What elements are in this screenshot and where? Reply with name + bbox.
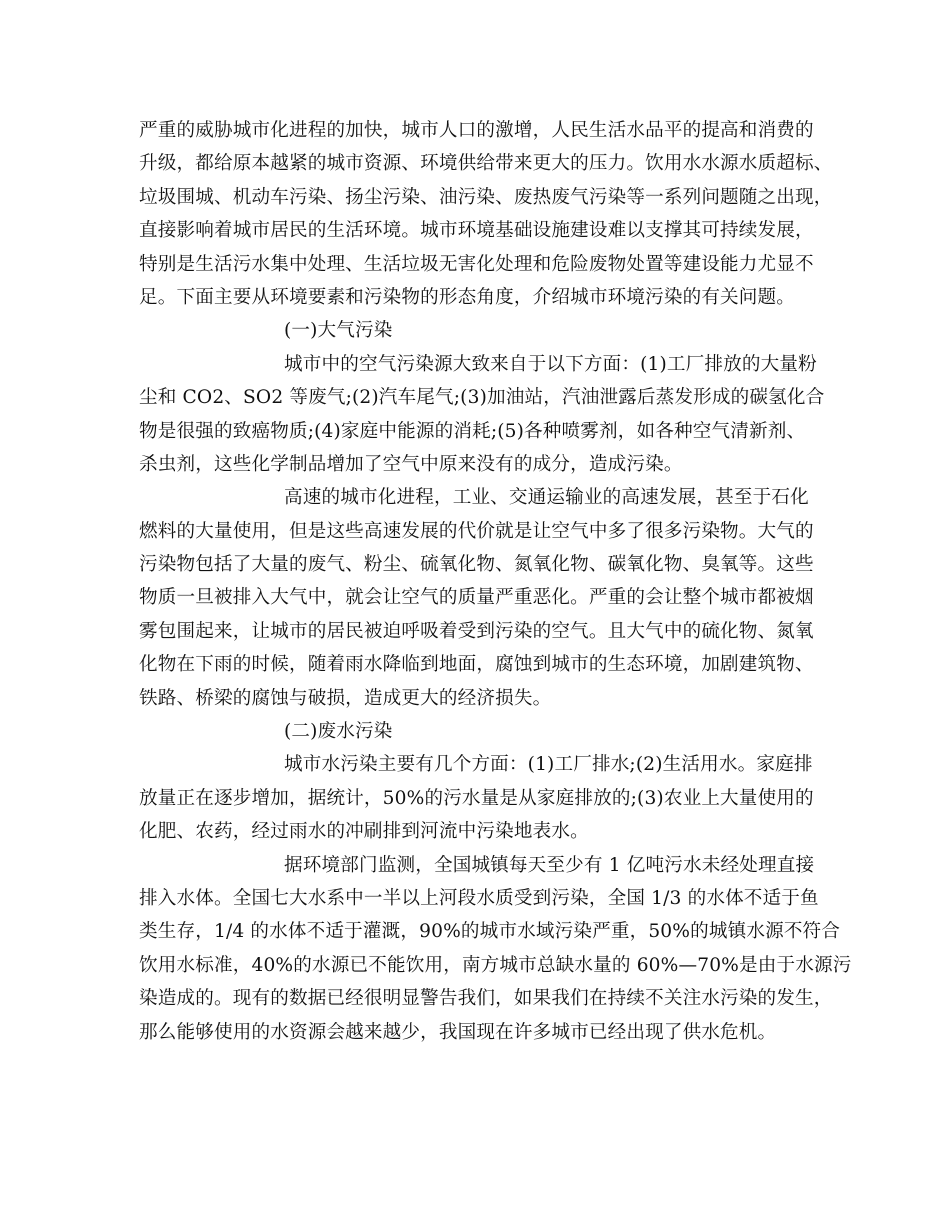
text-line: 直接影响着城市居民的生活环境。城市环境基础设施建设难以支撑其可持续发展， xyxy=(139,220,814,242)
text-line: 雾包围起来，让城市的居民被迫呼吸着受到污染的空气。且大气中的硫化物、氮氧 xyxy=(139,620,814,642)
text-line: 严重的威胁城市化进程的加快，城市人口的激增，人民生活水品平的提高和消费的 xyxy=(139,120,814,141)
text-line: 排入水体。全国七大水系中一半以上河段水质受到污染，全国 1/3 的水体不适于鱼 xyxy=(139,887,819,909)
text-line: 染造成的。现有的数据已经很明显警告我们，如果我们在持续不关注水污染的发生， xyxy=(139,988,833,1010)
section-heading-water-pollution: (二)废水污染 xyxy=(284,721,393,743)
water-pollution-paragraph-1 xyxy=(139,748,814,848)
text-line: 物是很强的致癌物质;(4)家庭中能源的消耗;(5)各种喷雾剂，如各种空气清新剂、 xyxy=(139,420,806,442)
text-line: 尘和 CO2、SO2 等废气;(2)汽车尾气;(3)加油站，汽油泄露后蒸发形成的碳氢化合 xyxy=(139,387,825,409)
text-line: 放量正在逐步增加，据统计，50%的污水量是从家庭排放的;(3)农业上大量使用的 xyxy=(139,787,814,809)
text-line: 城市中的空气污染源大致来自于以下方面：(1)工厂排放的大量粉 xyxy=(284,353,817,375)
text-line: 特别是生活污水集中处理、生活垃圾无害化处理和危险废物处置等建设能力尤显不 xyxy=(139,253,814,275)
text-line: 燃料的大量使用，但是这些高速发展的代价就是让空气中多了很多污染物。大气的 xyxy=(139,520,814,542)
text-line: 那么能够使用的水资源会越来越少，我国现在许多城市已经出现了供水危机。 xyxy=(139,1021,777,1043)
air-pollution-paragraph-1 xyxy=(139,348,825,482)
text-line: 饮用水标准，40%的水源已不能饮用，南方城市总缺水量的 60%—70%是由于水源污 xyxy=(139,954,852,976)
text-line: 杀虫剂，这些化学制品增加了空气中原来没有的成分，造成污染。 xyxy=(139,453,683,475)
text-line: 类生存，1/4 的水体不适于灌溉，90%的城市水域污染严重，50%的城镇水源不符合 xyxy=(139,921,841,943)
air-pollution-paragraph-2 xyxy=(139,481,814,715)
text-line: 化物在下雨的时候，随着雨水降临到地面，腐蚀到城市的生态环境，加剧建筑物、 xyxy=(139,654,814,676)
text-line: 化肥、农药，经过雨水的冲刷排到河流中污染地表水。 xyxy=(139,821,589,843)
text-line: 污染物包括了大量的废气、粉尘、硫氧化物、氮氧化物、碳氧化物、臭氧等。这些 xyxy=(139,554,814,576)
text-line: 城市水污染主要有几个方面：(1)工厂排水;(2)生活用水。家庭排 xyxy=(284,754,813,776)
water-pollution-paragraph-2 xyxy=(139,849,852,1049)
intro-paragraph xyxy=(139,114,833,314)
section-heading-air-pollution: (一)大气污染 xyxy=(284,320,393,342)
document-body xyxy=(139,114,852,1049)
text-line: 垃圾围城、机动车污染、扬尘污染、油污染、废热废气污染等一系列问题随之出现， xyxy=(139,186,833,208)
text-line: 物质一旦被排入大气中，就会让空气的质量严重恶化。严重的会让整个城市都被烟 xyxy=(139,587,814,609)
text-line: 升级，都给原本越紧的城市资源、环境供给带来更大的压力。饮用水水源水质超标、 xyxy=(139,153,833,175)
text-line: 据环境部门监测，全国城镇每天至少有 1 亿吨污水未经处理直接 xyxy=(284,854,815,876)
text-line: 高速的城市化进程，工业、交通运输业的高速发展，甚至于石化 xyxy=(284,487,809,509)
text-line: 铁路、桥梁的腐蚀与破损，造成更大的经济损失。 xyxy=(139,687,552,709)
text-line: 足。下面主要从环境要素和污染物的形态角度，介绍城市环境污染的有关问题。 xyxy=(139,286,796,308)
